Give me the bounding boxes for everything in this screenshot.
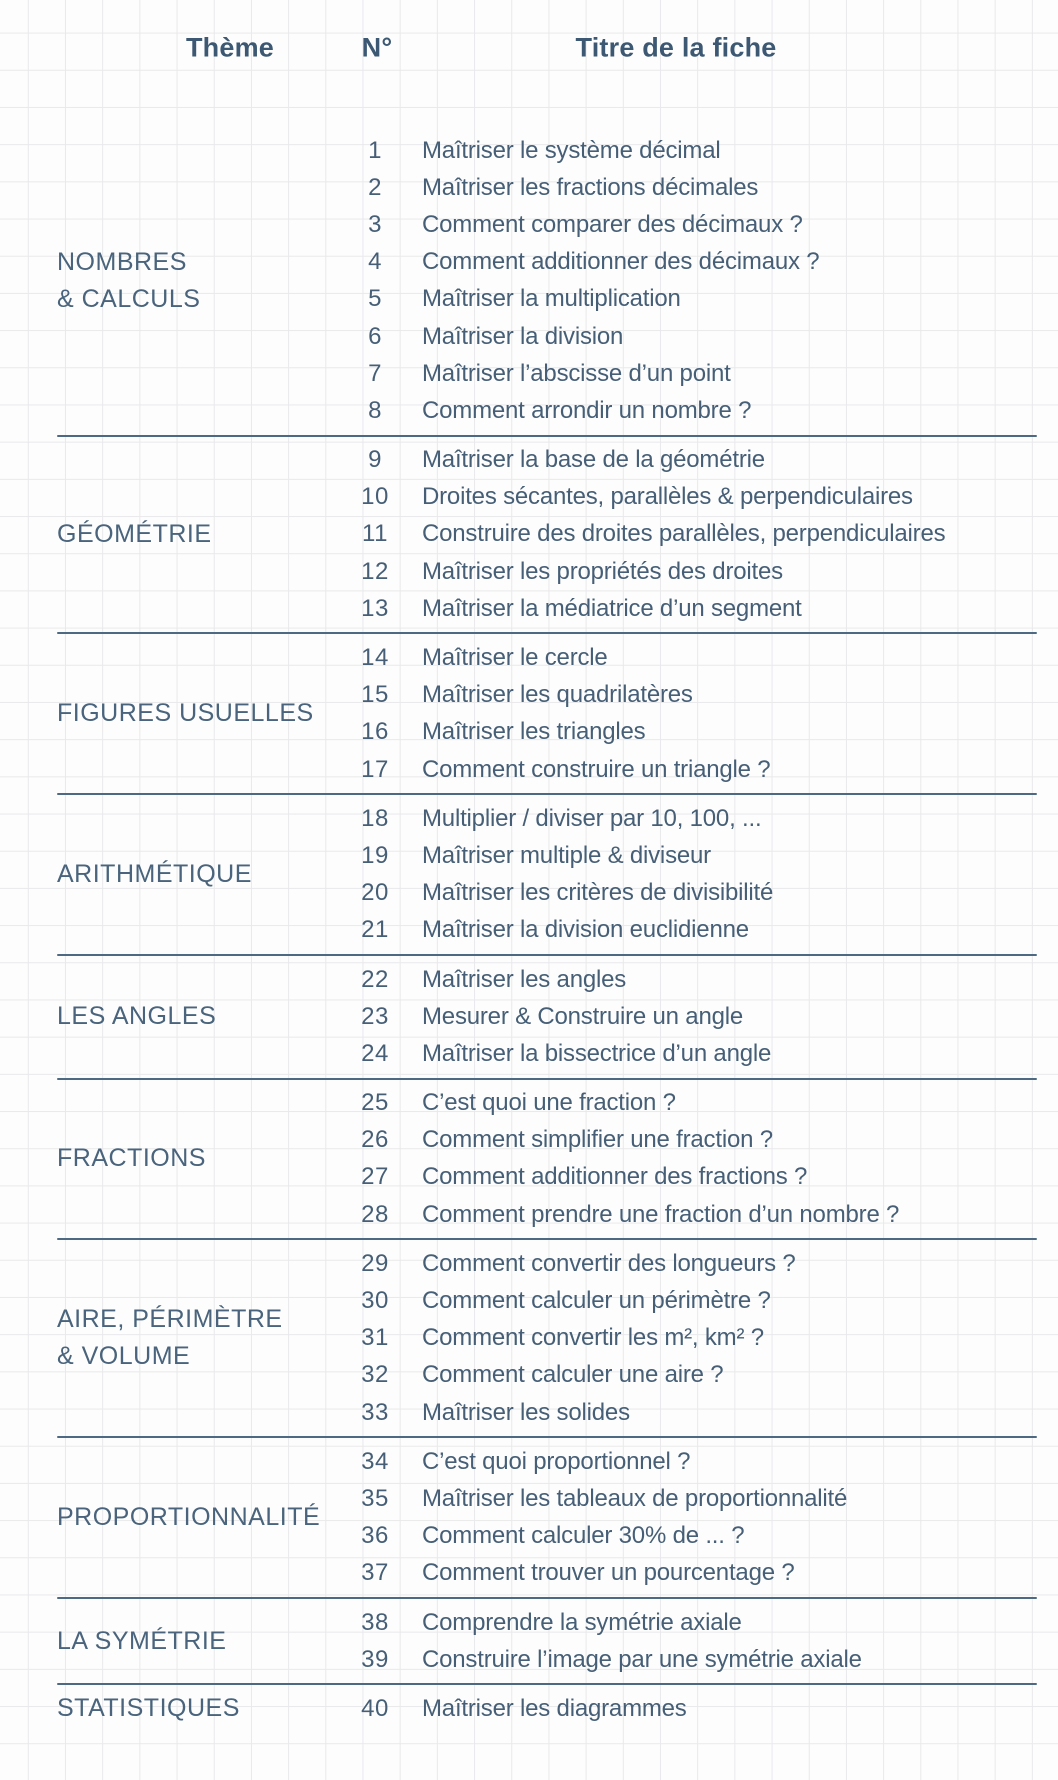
theme-label xyxy=(57,961,345,1073)
theme-label xyxy=(57,132,345,430)
theme-label-line: AIRE, PÉRIMÈTRE xyxy=(57,1305,283,1334)
fiche-title: Comment additionner des décimaux ? xyxy=(422,248,820,276)
fiche-row xyxy=(345,206,1058,243)
fiche-title: Comprendre la symétrie axiale xyxy=(422,1608,742,1636)
fiche-number: 20 xyxy=(361,879,389,907)
theme-label xyxy=(57,1245,345,1431)
fiche-row xyxy=(345,677,1058,714)
fiche-title: C’est quoi une fraction ? xyxy=(422,1089,676,1117)
fiche-row xyxy=(345,1357,1058,1394)
theme-label-line: STATISTIQUES xyxy=(57,1694,240,1723)
table-body xyxy=(0,127,1058,1733)
fiche-number: 28 xyxy=(361,1200,389,1228)
fiche-row xyxy=(345,281,1058,318)
fiche-title: Comment additionner des fractions ? xyxy=(422,1163,808,1191)
fiche-title: Maîtriser la division euclidienne xyxy=(422,916,749,944)
theme-label-line: & VOLUME xyxy=(57,1342,191,1371)
fiche-number: 5 xyxy=(368,285,382,313)
column-header-theme: Thème xyxy=(185,32,275,63)
fiche-title: Maîtriser les diagrammes xyxy=(422,1694,687,1722)
theme-section xyxy=(0,795,1058,954)
fiche-number: 18 xyxy=(361,804,389,832)
theme-label-line: ARITHMÉTIQUE xyxy=(57,859,252,888)
column-header-title: Titre de la fiche xyxy=(575,32,777,63)
fiche-row xyxy=(345,1394,1058,1431)
fiche-title: Maîtriser le système décimal xyxy=(422,136,721,164)
fiche-row xyxy=(345,837,1058,874)
fiche-row xyxy=(345,1443,1058,1480)
fiche-title: Construire l’image par une symétrie axiale xyxy=(422,1645,862,1673)
fiche-row xyxy=(345,479,1058,516)
theme-section xyxy=(0,1599,1058,1683)
theme-section xyxy=(0,1438,1058,1597)
fiche-title: Maîtriser la multiplication xyxy=(422,285,681,313)
fiche-number: 27 xyxy=(361,1163,389,1191)
fiche-row xyxy=(345,998,1058,1035)
fiche-number: 24 xyxy=(361,1039,389,1067)
theme-label xyxy=(57,1690,345,1727)
theme-label-line: LA SYMÉTRIE xyxy=(57,1626,227,1655)
fiche-title: Maîtriser les quadrilatères xyxy=(422,681,693,709)
section-rows xyxy=(345,961,1058,1073)
fiche-number: 7 xyxy=(368,359,382,387)
theme-section xyxy=(0,634,1058,793)
fiche-number: 4 xyxy=(368,248,382,276)
fiche-title: Maîtriser le cercle xyxy=(422,644,608,672)
fiche-number: 10 xyxy=(361,483,389,511)
fiche-number: 36 xyxy=(361,1522,389,1550)
fiche-row xyxy=(345,1604,1058,1641)
fiche-row xyxy=(345,1035,1058,1072)
fiche-title: Comment calculer une aire ? xyxy=(422,1361,724,1389)
fiche-number: 38 xyxy=(361,1608,389,1636)
fiche-title: C’est quoi proportionnel ? xyxy=(422,1447,691,1475)
fiche-number: 9 xyxy=(368,446,382,474)
fiche-title: Mesurer & Construire un angle xyxy=(422,1002,744,1030)
section-rows xyxy=(345,1604,1058,1678)
fiche-row xyxy=(345,800,1058,837)
fiche-title: Maîtriser la base de la géométrie xyxy=(422,446,765,474)
fiche-title: Droites sécantes, parallèles & perpendiculaires xyxy=(422,483,913,511)
fiche-title: Maîtriser les propriétés des droites xyxy=(422,557,783,585)
fiche-title: Comment comparer des décimaux ? xyxy=(422,210,803,238)
fiche-number: 30 xyxy=(361,1287,389,1315)
fiche-number: 26 xyxy=(361,1126,389,1154)
theme-label xyxy=(57,1085,345,1234)
theme-section xyxy=(0,127,1058,435)
fiche-row xyxy=(345,132,1058,169)
section-rows xyxy=(345,442,1058,628)
fiche-number: 14 xyxy=(361,644,389,672)
column-header-number: N° xyxy=(361,32,393,63)
fiche-title: Comment calculer un périmètre ? xyxy=(422,1287,771,1315)
theme-label-line: PROPORTIONNALITÉ xyxy=(57,1502,321,1531)
theme-label xyxy=(57,800,345,949)
fiche-row xyxy=(345,1555,1058,1592)
fiche-number: 19 xyxy=(361,841,389,869)
theme-section xyxy=(0,1080,1058,1239)
fiche-row xyxy=(345,1196,1058,1233)
fiche-row xyxy=(345,1159,1058,1196)
fiche-number: 12 xyxy=(361,557,389,585)
section-rows xyxy=(345,1443,1058,1592)
fiche-row xyxy=(345,639,1058,676)
theme-label xyxy=(57,442,345,628)
fiche-row xyxy=(345,392,1058,429)
fiche-number: 2 xyxy=(368,173,382,201)
theme-label-line: LES ANGLES xyxy=(57,1002,217,1031)
theme-label-line: NOMBRES xyxy=(57,247,187,276)
fiche-title: Maîtriser les fractions décimales xyxy=(422,173,759,201)
fiche-number: 6 xyxy=(368,322,382,350)
fiche-title: Comment construire un triangle ? xyxy=(422,755,771,783)
fiche-number: 16 xyxy=(361,718,389,746)
fiche-title: Construire des droites parallèles, perpendiculaires xyxy=(422,520,946,548)
fiche-title: Maîtriser les critères de divisibilité xyxy=(422,879,774,907)
theme-label-line: GÉOMÉTRIE xyxy=(57,519,212,548)
fiche-row xyxy=(345,751,1058,788)
fiche-row xyxy=(345,912,1058,949)
fiche-number: 37 xyxy=(361,1559,389,1587)
theme-section xyxy=(0,956,1058,1078)
fiche-title: Comment prendre une fraction d’un nombre ? xyxy=(422,1200,900,1228)
theme-label xyxy=(57,1604,345,1678)
fiche-row xyxy=(345,1641,1058,1678)
fiche-row xyxy=(345,1320,1058,1357)
fiche-row xyxy=(345,1282,1058,1319)
fiche-title: Maîtriser la division xyxy=(422,322,624,350)
fiche-title: Maîtriser la bissectrice d’un angle xyxy=(422,1039,772,1067)
fiche-number: 33 xyxy=(361,1398,389,1426)
fiche-title: Comment convertir les m², km² ? xyxy=(422,1324,764,1352)
fiche-title: Comment convertir des longueurs ? xyxy=(422,1249,796,1277)
fiche-title: Maîtriser les tableaux de proportionnalité xyxy=(422,1484,848,1512)
fiche-row xyxy=(345,1518,1058,1555)
fiche-row xyxy=(345,1245,1058,1282)
fiche-row xyxy=(345,961,1058,998)
fiche-row xyxy=(345,875,1058,912)
fiche-number: 11 xyxy=(362,520,388,548)
fiche-number: 39 xyxy=(361,1645,389,1673)
fiche-row xyxy=(345,553,1058,590)
section-rows xyxy=(345,1690,1058,1727)
fiche-number: 32 xyxy=(361,1361,389,1389)
fiche-number: 31 xyxy=(361,1324,389,1352)
fiche-row xyxy=(345,1122,1058,1159)
fiche-row xyxy=(345,1690,1058,1727)
fiche-row xyxy=(345,1480,1058,1517)
fiche-row xyxy=(345,355,1058,392)
fiche-number: 21 xyxy=(361,916,389,944)
section-rows xyxy=(345,800,1058,949)
fiche-number: 22 xyxy=(361,965,389,993)
fiche-row xyxy=(345,169,1058,206)
fiche-number: 13 xyxy=(361,594,389,622)
fiche-title: Maîtriser les solides xyxy=(422,1398,630,1426)
theme-label-line: FRACTIONS xyxy=(57,1144,206,1173)
table-header xyxy=(0,0,1058,127)
fiche-number: 15 xyxy=(361,681,389,709)
fiche-row xyxy=(345,318,1058,355)
theme-section xyxy=(0,1685,1058,1732)
fiche-row xyxy=(345,1085,1058,1122)
fiche-row xyxy=(345,714,1058,751)
fiche-title: Comment calculer 30% de ... ? xyxy=(422,1522,745,1550)
fiche-number: 34 xyxy=(361,1447,389,1475)
fiche-title: Maîtriser les triangles xyxy=(422,718,646,746)
fiche-title: Maîtriser l’abscisse d’un point xyxy=(422,359,731,387)
fiche-row xyxy=(345,442,1058,479)
fiche-number: 35 xyxy=(361,1484,389,1512)
fiche-number: 25 xyxy=(361,1089,389,1117)
fiche-title: Multiplier / diviser par 10, 100, ... xyxy=(422,804,762,832)
theme-section xyxy=(0,437,1058,633)
section-rows xyxy=(345,639,1058,788)
section-rows xyxy=(345,1085,1058,1234)
fiche-row xyxy=(345,244,1058,281)
fiche-number: 17 xyxy=(361,755,389,783)
theme-label-line: FIGURES USUELLES xyxy=(57,699,314,728)
fiche-number: 1 xyxy=(368,136,382,164)
theme-label xyxy=(57,1443,345,1592)
fiche-title: Comment trouver un pourcentage ? xyxy=(422,1559,795,1587)
theme-label xyxy=(57,639,345,788)
fiche-number: 29 xyxy=(361,1249,389,1277)
section-rows xyxy=(345,132,1058,430)
fiche-title: Maîtriser multiple & diviseur xyxy=(422,841,711,869)
fiche-number: 23 xyxy=(361,1002,389,1030)
fiche-number: 40 xyxy=(361,1694,389,1722)
fiche-title: Comment simplifier une fraction ? xyxy=(422,1126,773,1154)
fiche-row xyxy=(345,590,1058,627)
section-rows xyxy=(345,1245,1058,1431)
fiche-title: Maîtriser la médiatrice d’un segment xyxy=(422,594,802,622)
fiche-row xyxy=(345,516,1058,553)
fiche-title: Maîtriser les angles xyxy=(422,965,627,993)
theme-section xyxy=(0,1240,1058,1436)
theme-label-line: & CALCULS xyxy=(57,284,201,313)
fiche-title: Comment arrondir un nombre ? xyxy=(422,396,752,424)
fiche-number: 8 xyxy=(368,396,382,424)
fiche-number: 3 xyxy=(368,210,382,238)
